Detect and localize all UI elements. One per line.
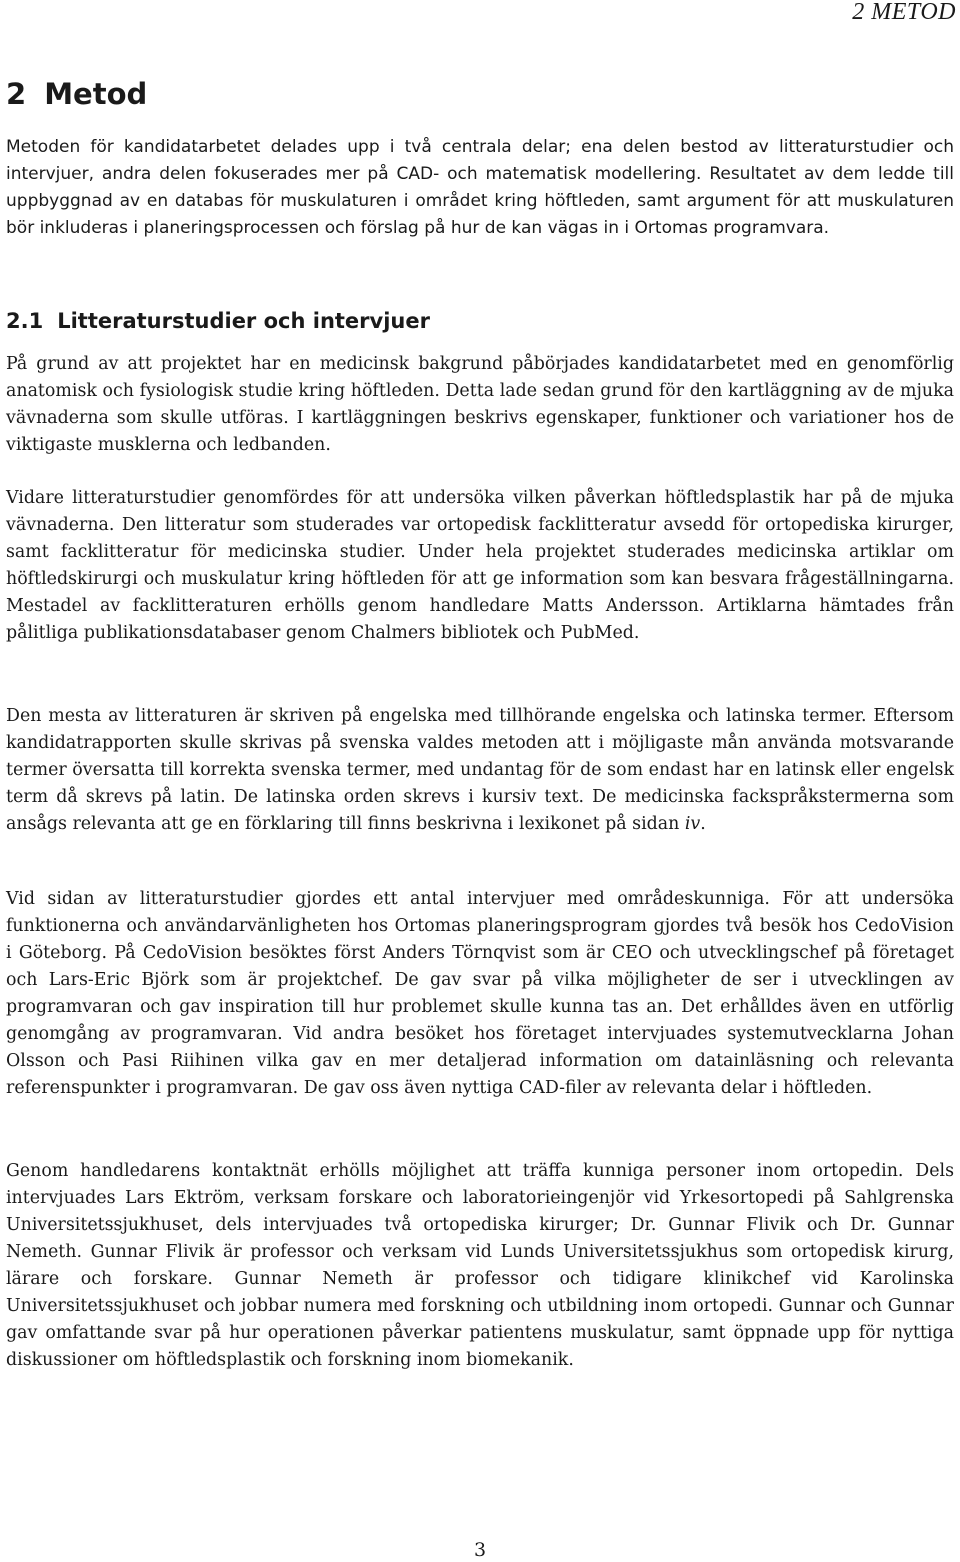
chapter-number: 2 <box>6 77 27 111</box>
section-heading <box>6 306 430 336</box>
running-header: 2 METOD <box>852 0 956 25</box>
body-paragraph: Genom handledarens kontaktnät erhölls möjlighet att träffa kunniga personer inom ortopedin. Dels intervjuades Lars Ektröm, verksam forskare och laboratorieingenjör vid Yrkesortopedi på Sahlgrenska Universitetssjukhuset, dels intervjuades två ortopediska kirurger; Dr. Gunnar Flivik och Dr. Gunnar Nemeth. Gunnar Flivik är professor och verksam vid Lunds Universitetssjukhus som ortopedisk kirurg, lärare och forskare. Gunnar Nemeth är professor och tidigare klinikchef vid Karolinska Universitetssjukhuset och jobbar numera med forskning och utbildning inom ortopedi. Gunnar och Gunnar gav omfattande svar på hur operationen påverkar patientens muskulatur, samt öppnade upp för nyttiga diskussioner om höftledsplastik och forskning inom biomekanik. <box>6 1161 954 1370</box>
body-paragraph: Vidare litteraturstudier genomfördes för att undersöka vilken påverkan höftledsplastik har på de mjuka vävnaderna. Den litteratur som studerades var ortopedisk facklitteratur avsedd för ortopediska kirurger, samt facklitteratur för medicinska studier. Under hela projektet studerades medicinska artiklar om höftledskirurgi och muskulatur kring höftleden för att ge information som kan besvara frågeställningarna. Mestadel av facklitteraturen erhölls genom handledare Matts Andersson. Artiklarna hämtades från pålitliga publikationsdatabaser genom Chalmers bibliotek och PubMed. <box>6 488 954 643</box>
chapter-intro-paragraph: Metoden för kandidatarbetet delades upp i två centrala delar; ena delen bestod av litteraturstudier och intervjuer, andra delen fokuserades mer på CAD- och matematisk modellering. Resultatet av dem ledde till uppbyggnad av en databas för muskulaturen i området kring höftleden, samt argument för att muskulaturen bör inkluderas i planeringsprocessen och förslag på hur de kan vägas in i Ortomas programvara. <box>6 137 954 238</box>
body-paragraph: På grund av att projektet har en medicinsk bakgrund påbörjades kandidatarbetet med en genomförlig anatomisk och fysiologisk studie kring höftleden. Detta lade sedan grund för den kartläggning av de mjuka vävnaderna som skulle utföras. I kartläggningen beskrivs egenskaper, funktioner och variationer hos de viktigaste musklerna och ledbanden. <box>6 354 954 455</box>
section-number: 2.1 <box>6 309 44 333</box>
chapter-heading <box>6 75 147 113</box>
paragraph-text: Den mesta av litteraturen är skriven på engelska med tillhörande engelska och latinska termer. Eftersom kandidatrapporten skulle skrivas på svenska valdes metoden att i möjligaste mån använda motsvarande termer översatta till korrekta svenska termer, med undantag för de som endast har en latinsk eller engelsk term då skrevs på latin. De latinska orden skrevs i kursiv text. De medicinska fackspråkstermerna som ansågs relevanta att ge en förklaring till finns beskrivna i lexikonet på sidan <box>6 706 954 834</box>
body-paragraph: Vid sidan av litteraturstudier gjordes ett antal intervjuer med områdeskunniga. För att undersöka funktionerna och användarvänligheten hos Ortomas planeringsprogram gjordes två besök hos CedoVision i Göteborg. På CedoVision besöktes först Anders Törnqvist som är CEO och utvecklingschef på företaget och Lars-Eric Björk som är projektchef. De gav svar på vilka möjligheter de ser i utvecklingen av programvaran och gav inspiration till hur problemet skulle kunna tas an. Det erhålldes även en utförlig genomgång av programvaran. Vid andra besöket hos företaget intervjuades systemutvecklarna Johan Olsson och Pasi Riihinen vilka gav en mer detaljerad information om datainläsning och relevanta referenspunkter i programvaran. De gav oss även nyttiga CAD-filer av relevanta delar i höftleden. <box>6 889 954 1098</box>
page-number: 3 <box>473 1539 487 1561</box>
page-reference: iv <box>684 814 701 834</box>
body-paragraph <box>6 703 954 838</box>
chapter-title: Metod <box>44 77 148 111</box>
paragraph-end: . <box>700 814 706 834</box>
section-title: Litteraturstudier och intervjuer <box>57 309 430 333</box>
